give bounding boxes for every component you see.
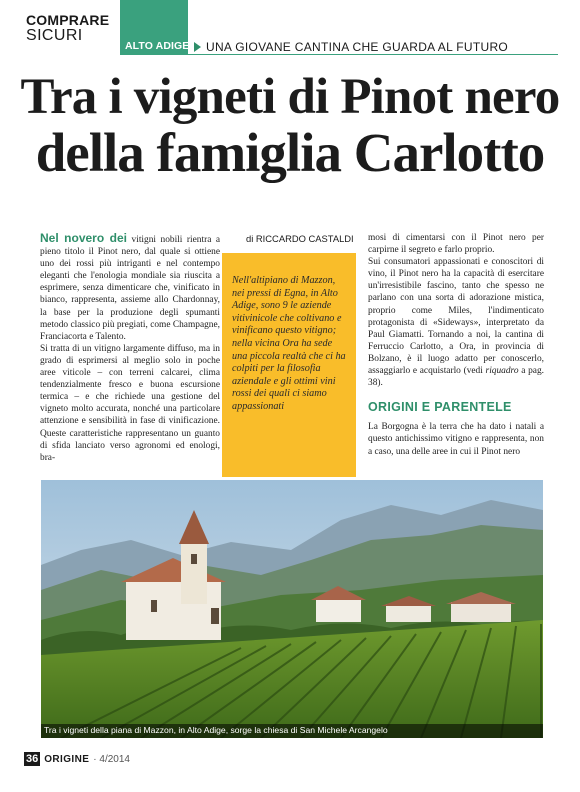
header-subtitle-text: UNA GIOVANE CANTINA CHE GUARDA AL FUTURO [206, 40, 509, 54]
pull-quote-text: Nell'altipiano di Mazzon, nei pressi di Egna, in Alto Adige, sono 9 le aziende vitivinicole che coltivano e vinificano questo vitigno; nella vicina Ora ha sede una piccola realtà che ci ha colpiti per la filosofia aziendale e gli ottimi vini rossi dei quali ci siamo appassionati [232, 275, 346, 412]
paragraph-text-end: a pag. 38). [368, 366, 544, 389]
page-number: 36 [26, 753, 39, 765]
header-subtitle [194, 40, 508, 54]
section-heading: ORIGINI E PARENTELE [368, 400, 512, 415]
paragraph: Si tratta di un vitigno largamente diffuso, ma in grado di esprimersi al meglio solo in poche aree viticole – con terreni calcarei, clima tendenzialmente fresco e buona escursione termica – e che richiede una gestione del vigneto molto accurata, nonché una particolare attenzione e sensibilità in fase di vinificazione. Queste caratteristiche rappresentano un guanto di sfida lanciato verso agronomi ed enologi, bra- [40, 343, 220, 463]
magazine-name: ORIGINE [44, 753, 90, 765]
vineyard-photo [41, 480, 543, 738]
header-rule [120, 54, 558, 55]
section-kicker-comprare: COMPRARE [26, 12, 110, 28]
section-kicker-sicuri: SICURI [26, 27, 83, 44]
paragraph-italic: riquadro [485, 366, 519, 377]
lead-in: Nel novero dei [40, 231, 128, 245]
paragraph [368, 256, 544, 389]
page-footer [24, 752, 130, 766]
paragraph-text: vitigni nobili rientra a pieno titolo il Pinot nero, dal quale si ottiene uno dei rossi più intriganti e nel contempo eleganti che l'enologia mondiale sia riuscita a esprimere, senza dimenticare che, vinificato in bianco, rappresenta, assieme allo Chardonnay, la base per la produzione degli spumanti metodo classico più pregiati, come Champagne, Franciacorta e Talento. [40, 235, 221, 342]
photo-caption-text: Tra i vigneti della piana di Mazzon, in Alto Adige, sorge la chiesa di San Michele Arcangelo [44, 725, 388, 735]
article-column-3 [368, 232, 544, 458]
headline-line-2: della famiglia Carlotto [35, 122, 545, 183]
issue-number: · 4/2014 [93, 753, 130, 765]
byline: di RICCARDO CASTALDI [246, 233, 354, 244]
paragraph: La Borgogna è la terra che ha dato i natali a questo antichissimo vitigno e rappresenta, non a caso, una delle aree in cui il Pinot nero [368, 422, 544, 457]
paragraph [40, 232, 220, 343]
article-column-1 [40, 232, 220, 464]
article-headline [0, 69, 580, 183]
region-tag-label: ALTO ADIGE [125, 40, 190, 52]
pull-quote [222, 253, 356, 477]
vineyard-illustration [41, 480, 543, 738]
paragraph-text: Sui consumatori appassionati e conoscitori di vino, il Pinot nero ha la capacità di esercitare un'irresistibile fascino, tanto che spesso ne parlano con una sorta di adorazione mistica, proprio come Miles, l'indimenticato protagonista di «Sideways», interpretato da Paul Giamatti. Tornando a noi, la cantina di Ferruccio Carlotto, a Ora, in provincia di Bolzano, è il luogo adatto per conoscerlo, assaggiarlo e acquistarlo (vedi [368, 257, 544, 377]
region-tag [120, 0, 188, 55]
photo-caption [41, 724, 543, 738]
paragraph: mosi di cimentarsi con il Pinot nero per carpirne il segreto e farlo proprio. [368, 233, 544, 256]
headline-line-1: Tra i vigneti di Pinot nero [20, 69, 560, 125]
triangle-right-icon [194, 42, 201, 52]
